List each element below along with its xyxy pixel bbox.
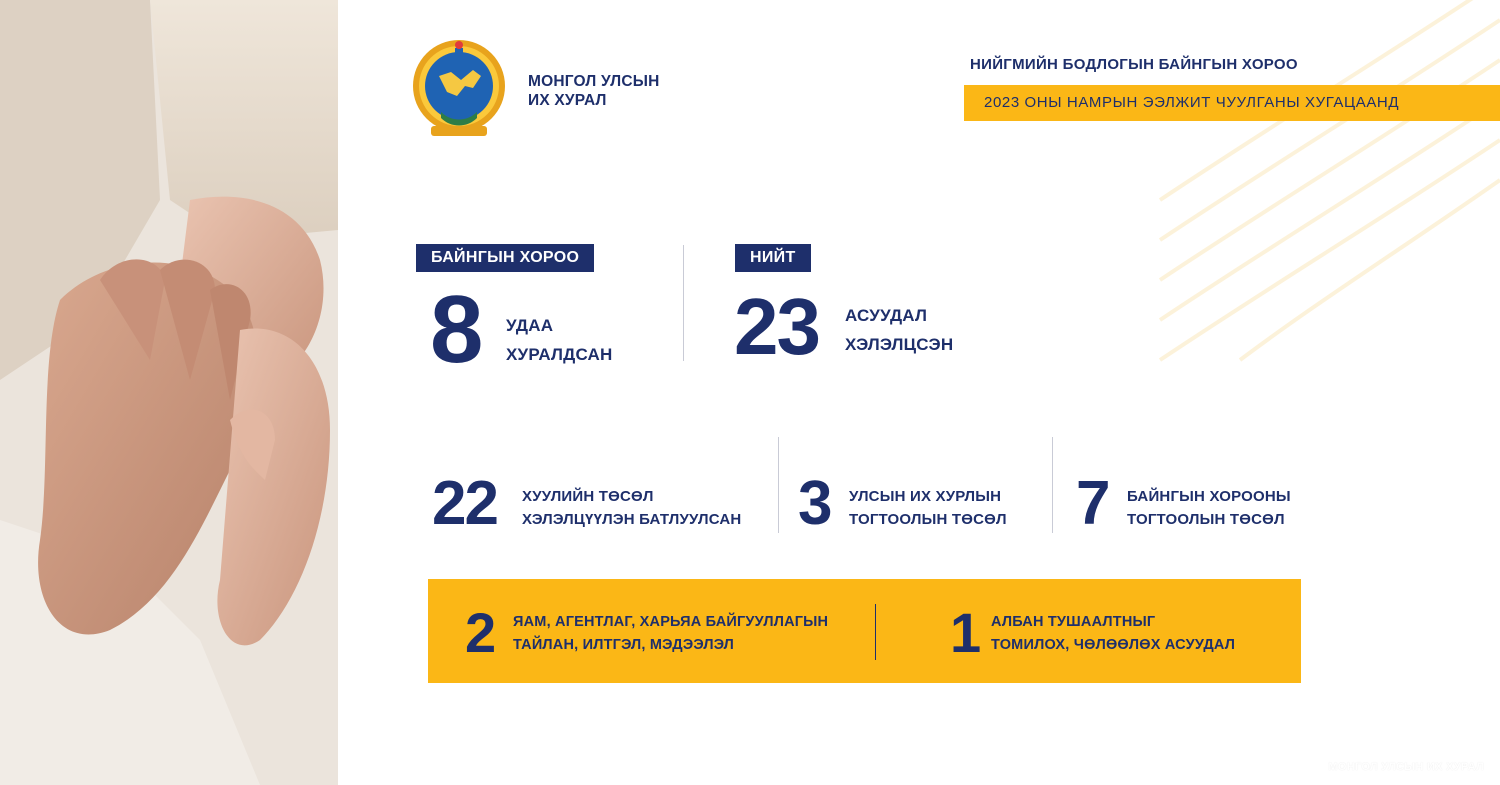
stat-number-meetings: 8 <box>430 276 482 383</box>
stat-desc-committee-resolutions <box>1127 485 1291 531</box>
divider-bottom <box>875 604 876 660</box>
stat-desc-laws-line2: ХЭЛЭЛЦҮҮЛЭН БАТЛУУЛСАН <box>522 511 742 528</box>
organization-name-line2: ИХ ХУРАЛ <box>528 92 607 109</box>
divider-top <box>683 245 684 361</box>
stat-number-committee-resolutions: 7 <box>1076 469 1109 538</box>
stat-tag-total: НИЙТ <box>735 244 811 272</box>
hands-illustration <box>0 0 338 785</box>
stat-number-laws: 22 <box>432 469 497 538</box>
stat-desc-parliament-resolutions-line1: УЛСЫН ИХ ХУРЛЫН <box>849 488 1002 505</box>
session-text: 2023 ОНЫ НАМРЫН ЭЭЛЖИТ ЧУУЛГАНЫ ХУГАЦААНД <box>984 94 1400 111</box>
stat-desc-appointments <box>991 611 1235 657</box>
stat-desc-laws <box>522 485 741 531</box>
stat-desc-committee-resolutions-line2: ТОГТООЛЫН ТӨСӨЛ <box>1127 511 1285 528</box>
stat-desc-reports-line2: ТАЙЛАН, ИЛТГЭЛ, МЭДЭЭЛЭЛ <box>513 637 735 653</box>
stat-desc-appointments-line1: АЛБАН ТУШААЛТНЫГ <box>991 614 1156 630</box>
stat-desc-issues-line2: ХЭЛЭЛЦСЭН <box>845 335 954 354</box>
stat-number-appointments: 1 <box>950 601 980 664</box>
stat-desc-reports <box>513 611 828 657</box>
stat-number-issues: 23 <box>734 282 819 371</box>
stat-desc-committee-resolutions-line1: БАЙНГЫН ХОРООНЫ <box>1127 488 1291 505</box>
hands-photo <box>0 0 338 785</box>
stat-desc-reports-line1: ЯАМ, АГЕНТЛАГ, ХАРЬЯА БАЙГУУЛЛАГЫН <box>513 614 829 630</box>
committee-title: НИЙГМИЙН БОДЛОГЫН БАЙНГЫН ХОРОО <box>970 56 1298 73</box>
divider-middle-2 <box>1052 437 1053 533</box>
stat-desc-meetings-line1: УДАА <box>506 316 554 335</box>
highlight-box <box>428 579 1301 683</box>
stat-desc-issues <box>845 301 953 359</box>
stat-desc-meetings <box>506 311 613 369</box>
stat-number-reports: 2 <box>465 601 495 664</box>
stat-tag-committee: БАЙНГЫН ХОРОО <box>416 244 594 272</box>
stat-desc-laws-line1: ХУУЛИЙН ТӨСӨЛ <box>522 488 654 505</box>
stat-number-parliament-resolutions: 3 <box>798 469 831 538</box>
watermark: МОНГОЛ УЛСЫН ИХ ХУРАЛ <box>1328 761 1484 773</box>
divider-middle-1 <box>778 437 779 533</box>
stat-desc-issues-line1: АСУУДАЛ <box>845 306 928 325</box>
organization-name <box>528 72 660 110</box>
stat-desc-meetings-line2: ХУРАЛДСАН <box>506 345 613 364</box>
state-emblem-icon <box>411 36 507 140</box>
stat-desc-appointments-line2: ТОМИЛОХ, ЧӨЛӨӨЛӨХ АСУУДАЛ <box>991 637 1236 653</box>
session-banner <box>964 85 1500 121</box>
organization-name-line1: МОНГОЛ УЛСЫН <box>528 73 660 90</box>
stat-desc-parliament-resolutions <box>849 485 1007 531</box>
stat-desc-parliament-resolutions-line2: ТОГТООЛЫН ТӨСӨЛ <box>849 511 1007 528</box>
